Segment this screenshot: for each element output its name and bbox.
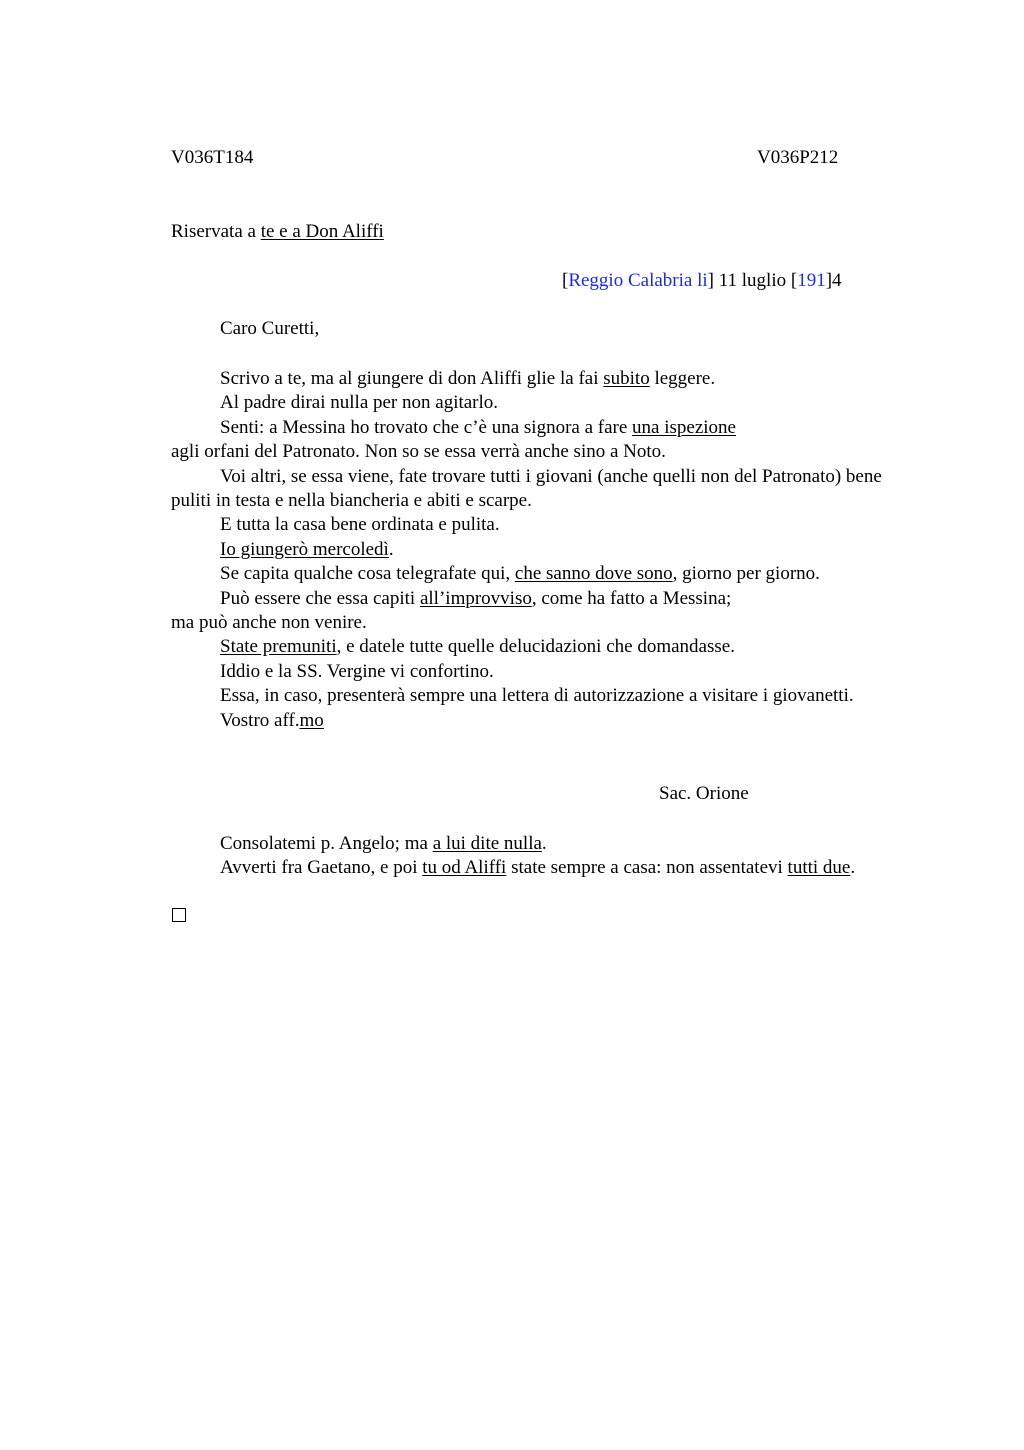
dateline-year-prefix: 191 xyxy=(797,270,826,291)
paragraph: Può essere che essa capiti all’improvviso, come ha fatto a Messina; xyxy=(220,587,732,609)
postscript xyxy=(171,832,911,881)
closing: Vostro aff.mo xyxy=(220,709,324,731)
letter-body xyxy=(171,367,911,733)
paragraph: Scrivo a te, ma al giungere di don Aliffi glie la fai subito leggere. xyxy=(220,368,716,389)
dateline-close: ]4 xyxy=(825,270,842,291)
signature: Sac. Orione xyxy=(659,783,749,804)
reserved-prefix: Riservata a xyxy=(171,221,261,242)
paragraph: Iddio e la SS. Vergine vi confortino. xyxy=(220,660,494,682)
document-code-right: V036P212 xyxy=(757,147,839,168)
paragraph: Consolatemi p. Angelo; ma a lui dite nulla. xyxy=(220,833,547,854)
paragraph: Avverti fra Gaetano, e poi tu od Aliffi state sempre a casa: non assentatevi tutti due. xyxy=(220,857,856,879)
paragraph: State premuniti, e datele tutte quelle delucidazioni che domandasse. xyxy=(220,636,735,658)
paragraph: Al padre dirai nulla per non agitarlo. xyxy=(220,392,499,414)
paragraph: Senti: a Messina ho trovato che c’è una signora a fare una ispezione xyxy=(220,416,736,438)
paragraph: Essa, in caso, presenterà sempre una lettera di autorizzazione a visitare i giovanetti. xyxy=(220,685,854,707)
greeting: Caro Curetti, xyxy=(220,318,320,339)
reserved-note xyxy=(171,221,384,243)
paragraph: agli orfani del Patronato. Non so se essa verrà anche sino a Noto. xyxy=(171,441,666,463)
document-code-left: V036T184 xyxy=(171,147,254,168)
dateline-place: Reggio Calabria li xyxy=(568,270,708,291)
paragraph: Io giungerò mercoledì. xyxy=(220,538,394,560)
paragraph: Se capita qualche cosa telegrafate qui, che sanno dove sono, giorno per giorno. xyxy=(220,563,820,585)
paragraph: E tutta la casa bene ordinata e pulita. xyxy=(220,514,500,536)
end-mark-square-icon xyxy=(172,908,186,922)
dateline xyxy=(562,270,842,292)
reserved-recipients: te e a Don Aliffi xyxy=(260,221,384,242)
dateline-mid: ] 11 luglio [ xyxy=(707,270,798,291)
paragraph: ma può anche non venire. xyxy=(171,612,367,634)
dateline-bracket-open: [ xyxy=(562,270,569,291)
paragraph: Voi altri, se essa viene, fate trovare tutti i giovani (anche quelli non del Patronato) bene puliti in testa e nella biancheria e abiti e scarpe. xyxy=(171,465,882,512)
